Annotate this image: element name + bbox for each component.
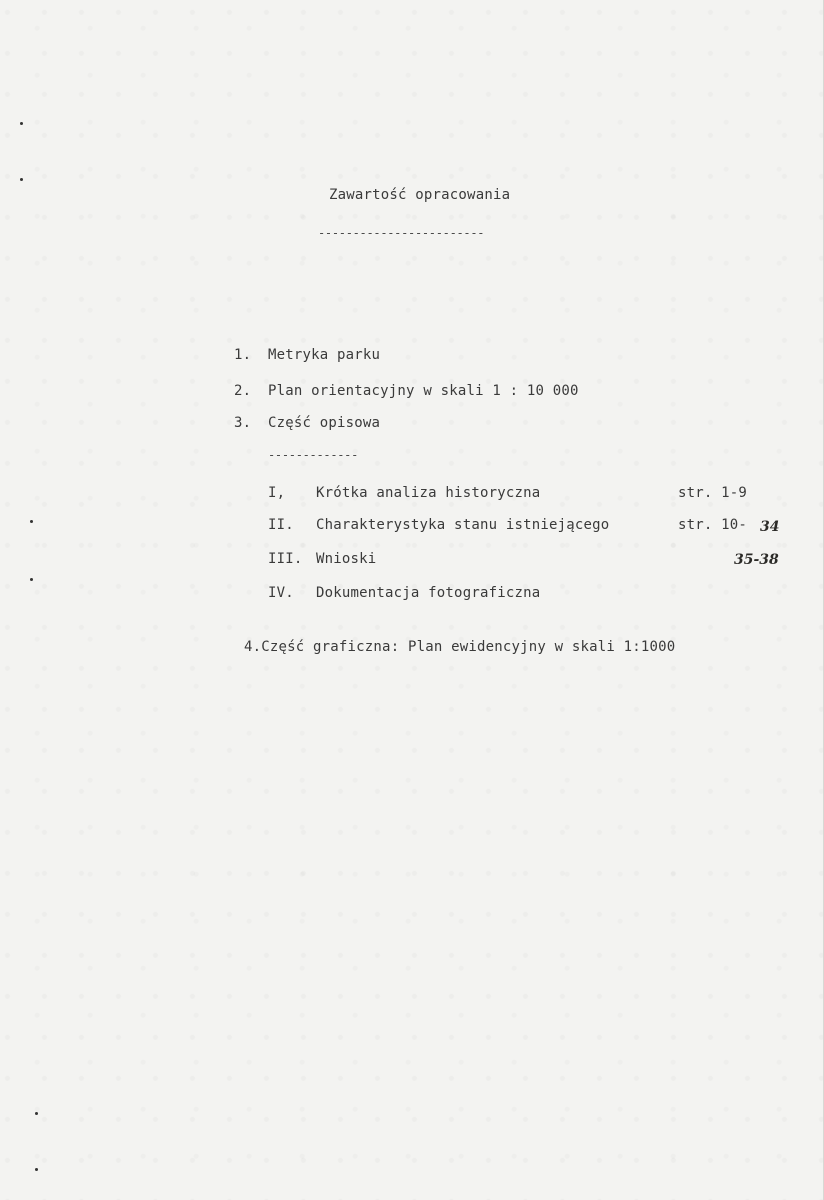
paper-speck bbox=[35, 1112, 38, 1115]
subitem-4-text: Dokumentacja fotograficzna bbox=[316, 585, 541, 601]
item-2-text: Plan orientacyjny w skali 1 : 10 000 bbox=[268, 383, 579, 399]
handwritten-page-range: 35-38 bbox=[734, 552, 779, 568]
item-1-text: Metryka parku bbox=[268, 347, 381, 363]
subitem-1-text: Krótka analiza historyczna bbox=[316, 485, 541, 501]
subitem-1-number: I, bbox=[268, 485, 286, 501]
paper-speck bbox=[30, 578, 33, 581]
subitem-3-number: III. bbox=[268, 551, 303, 567]
subitem-1-pages: str. 1-9 bbox=[678, 485, 748, 501]
subitem-4-number: IV. bbox=[268, 585, 294, 601]
handwritten-page-number: 34 bbox=[760, 519, 780, 535]
item-3-text: Część opisowa bbox=[268, 415, 381, 431]
subitem-3-text: Wnioski bbox=[316, 551, 377, 567]
subitem-2-number: II. bbox=[268, 517, 294, 533]
paper-speck bbox=[20, 178, 23, 181]
paper-speck bbox=[30, 520, 33, 523]
paper-speck bbox=[35, 1168, 38, 1171]
subitem-2-pages: str. 10- bbox=[678, 517, 748, 533]
item-2-number: 2. bbox=[234, 383, 252, 399]
item-1-number: 1. bbox=[234, 347, 252, 363]
item-3-number: 3. bbox=[234, 415, 252, 431]
item-4-text: 4.Część graficzna: Plan ewidencyjny w skali 1:1000 bbox=[244, 639, 676, 655]
document-title: Zawartość opracowania bbox=[329, 187, 511, 203]
subitem-2-text: Charakterystyka stanu istniejącego bbox=[316, 517, 610, 533]
section-underline: ------------- bbox=[268, 448, 359, 462]
title-underline: ------------------------ bbox=[318, 226, 485, 240]
paper-speck bbox=[20, 122, 23, 125]
